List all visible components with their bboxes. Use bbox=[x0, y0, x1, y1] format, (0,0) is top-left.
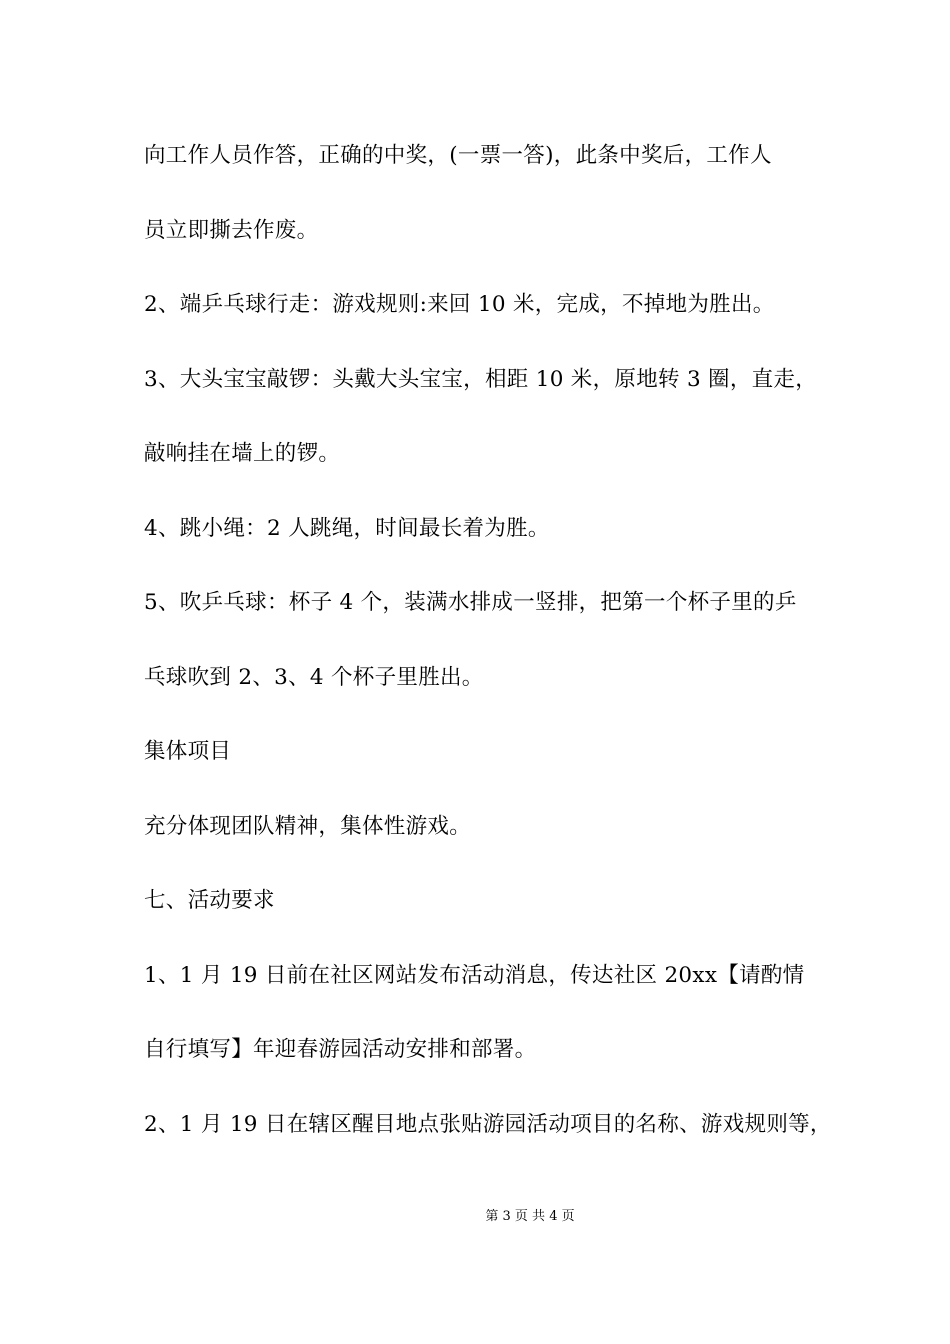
paragraph-line: 自行填写】年迎春游园活动安排和部署。 bbox=[144, 1037, 537, 1062]
paragraph-line: 2、1 月 19 日在辖区醒目地点张贴游园活动项目的名称、游戏规则等， bbox=[144, 1112, 832, 1137]
section-heading: 七、活动要求 bbox=[144, 888, 275, 913]
paragraph-line: 敲响挂在墙上的锣。 bbox=[144, 441, 341, 466]
paragraph-line: 5、吹乒乓球：杯子 4 个，装满水排成一竖排，把第一个杯子里的乒 bbox=[144, 590, 797, 615]
section-heading: 集体项目 bbox=[144, 739, 232, 764]
paragraph-line: 1、1 月 19 日前在社区网站发布活动消息，传达社区 20xx【请酌情 bbox=[144, 963, 805, 988]
paragraph-line: 充分体现团队精神，集体性游戏。 bbox=[144, 814, 472, 839]
page-number-footer: 第 3 页 共 4 页 bbox=[485, 1209, 575, 1224]
paragraph-line: 3、大头宝宝敲锣：头戴大头宝宝，相距 10 米，原地转 3 圈，直走， bbox=[144, 367, 818, 392]
paragraph-line: 4、跳小绳：2 人跳绳，时间最长着为胜。 bbox=[144, 516, 550, 541]
paragraph-line: 乓球吹到 2、3、4 个杯子里胜出。 bbox=[144, 665, 484, 690]
paragraph-line: 员立即撕去作废。 bbox=[144, 218, 319, 243]
paragraph-line: 2、端乒乓球行走：游戏规则:来回 10 米，完成，不掉地为胜出。 bbox=[144, 292, 775, 317]
paragraph-line: 向工作人员作答，正确的中奖，(一票一答)，此条中奖后，工作人 bbox=[144, 143, 772, 168]
